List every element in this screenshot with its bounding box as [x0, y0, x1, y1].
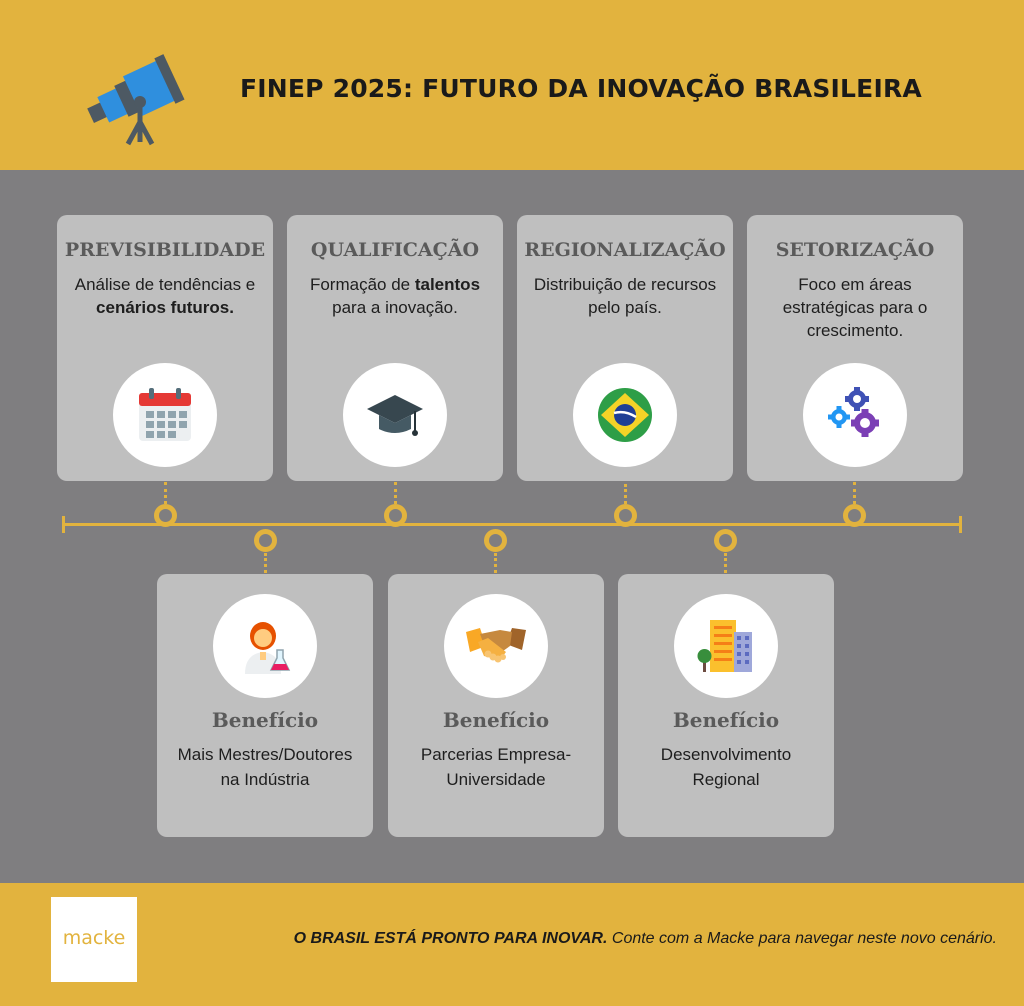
pillar-heading: SETORIZAÇÃO [775, 239, 935, 261]
telescope-icon [80, 40, 190, 155]
pillar-text: Foco em áreas estratégicas para o crescimento. [782, 275, 928, 340]
timeline-start-tick [62, 516, 65, 533]
macke-logo [51, 897, 137, 982]
calendar-icon [135, 385, 195, 445]
timeline-end-tick [959, 516, 962, 533]
connector-dots [164, 482, 167, 504]
gears-icon [825, 385, 885, 445]
scientist-icon [235, 616, 295, 676]
icon-circle [343, 363, 447, 467]
timeline-node [843, 504, 866, 527]
pillar-text: Distribuição de recursos pelo país. [533, 275, 717, 317]
pillar-heading: REGIONALIZAÇÃO [524, 239, 726, 261]
logo-text: macke [62, 927, 126, 949]
icon-circle [444, 594, 548, 698]
connector-dots [624, 484, 627, 504]
timeline-node [614, 504, 637, 527]
benefit-text: Desenvolvimento Regional [660, 745, 792, 789]
connector-dots [494, 553, 497, 573]
footer-tagline: O BRASIL ESTÁ PRONTO PARA INOVAR. Conte com a Macke para navegar neste novo cenário. [293, 930, 997, 947]
timeline-node [714, 529, 737, 552]
pillar-card-previsibilidade [57, 215, 273, 481]
benefit-title: Benefício [442, 708, 550, 732]
connector-dots [853, 482, 856, 504]
icon-circle [674, 594, 778, 698]
pillar-text: Formação de talentos para a inovação. [309, 275, 481, 317]
benefit-text: Mais Mestres/Doutores na Indústria [177, 745, 353, 789]
pillar-card-setorizacao [747, 215, 963, 481]
handshake-icon [466, 616, 526, 676]
graduation-cap-icon [365, 385, 425, 445]
timeline-node [384, 504, 407, 527]
benefit-title: Benefício [211, 708, 319, 732]
pillar-card-regionalizacao [517, 215, 733, 481]
benefit-card-parcerias [388, 574, 604, 837]
benefit-text: Parcerias Empresa-Universidade [420, 745, 572, 789]
benefit-card-desenvolvimento [618, 574, 834, 837]
page-title: FINEP 2025: FUTURO DA INOVAÇÃO BRASILEIRA [240, 74, 922, 103]
brazil-flag-icon [595, 385, 655, 445]
timeline-node [254, 529, 277, 552]
icon-circle [213, 594, 317, 698]
pillar-card-qualificacao [287, 215, 503, 481]
benefit-card-mestres [157, 574, 373, 837]
buildings-icon [696, 616, 756, 676]
connector-dots [264, 553, 267, 573]
icon-circle [573, 363, 677, 467]
benefit-title: Benefício [672, 708, 780, 732]
connector-dots [394, 482, 397, 504]
icon-circle [803, 363, 907, 467]
pillar-heading: QUALIFICAÇÃO [310, 239, 480, 261]
icon-circle [113, 363, 217, 467]
timeline-node [154, 504, 177, 527]
connector-dots [724, 553, 727, 573]
pillar-heading: PREVISIBILIDADE [64, 239, 266, 261]
timeline-line [62, 523, 962, 526]
timeline-node [484, 529, 507, 552]
pillar-text: Análise de tendências e cenários futuros. [74, 275, 256, 317]
